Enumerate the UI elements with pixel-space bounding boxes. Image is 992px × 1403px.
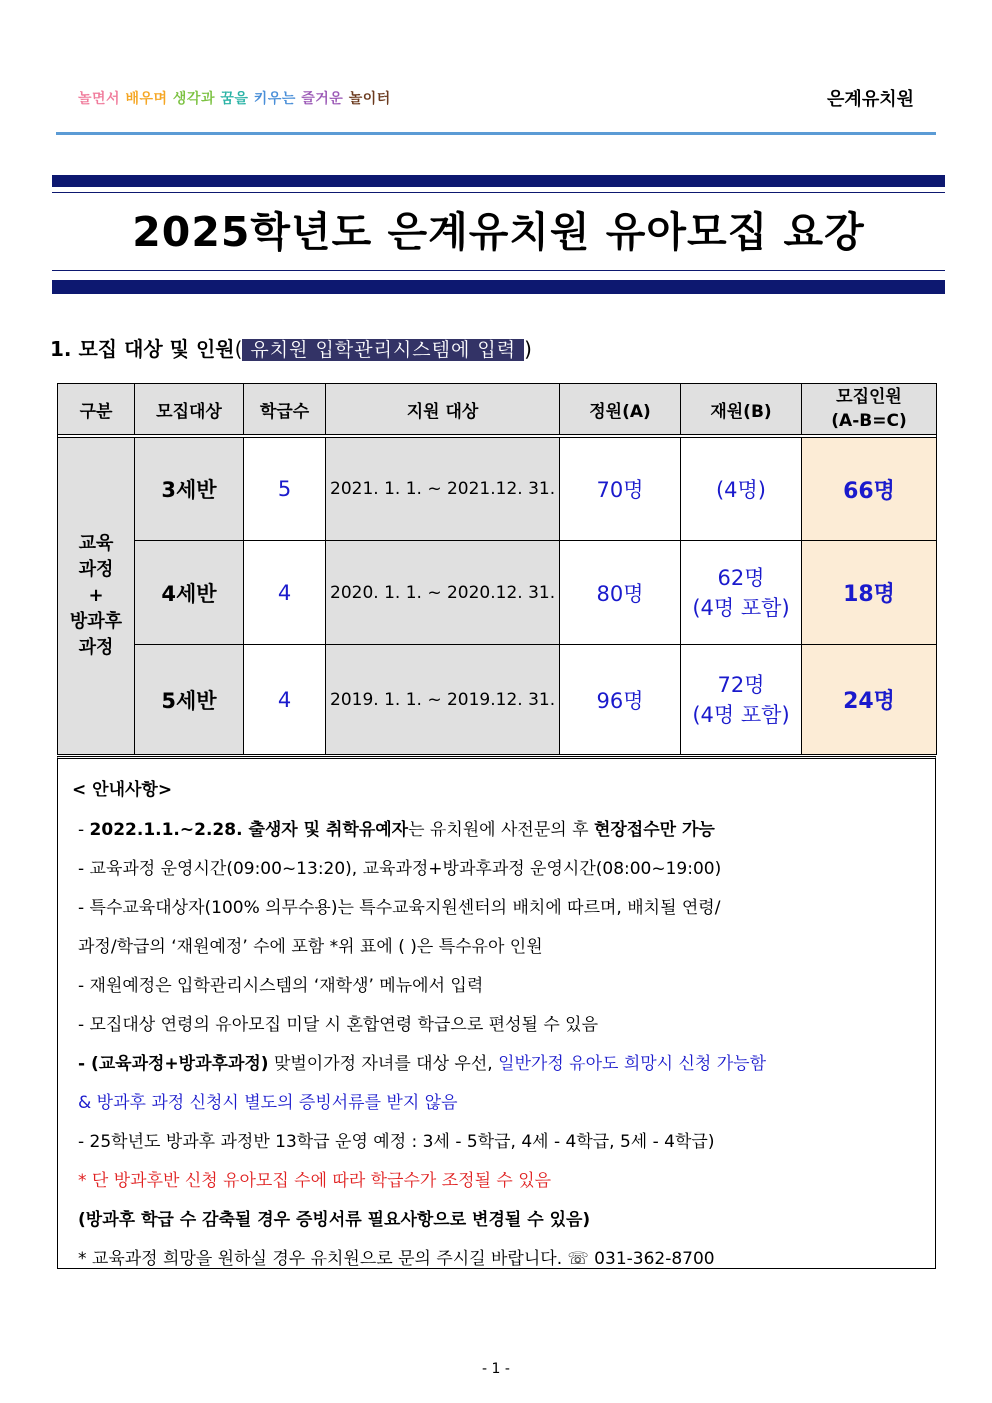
notice-line: 과정/학급의 ‘재원예정’ 수에 포함 *위 표에 ( )은 특수유아 인원 [78, 937, 543, 957]
notice-line: - 교육과정 운영시간(09:00~13:20), 교육과정+방과후과정 운영시간(08:00~19:00) [78, 859, 722, 879]
paren-close: ) [524, 337, 532, 361]
category-line: 방과후 [69, 611, 123, 632]
age-cell: 4세반 [135, 541, 244, 645]
notice-line [78, 1244, 715, 1269]
enrolled-cell [681, 438, 802, 541]
enrolled-cell [681, 541, 802, 645]
enrolled-note: (4명 포함) [692, 702, 790, 727]
enrolled-cell [681, 645, 802, 755]
recruit-cell: 18명 [802, 541, 937, 645]
slogan-word: 꿈을 [220, 91, 254, 107]
notice-line: - 특수교육대상자(100% 의무수용)는 특수교육지원센터의 배치에 따르며, 배치될 연령/ [78, 898, 721, 918]
header-capacity: 정원(A) [560, 384, 681, 435]
table-row [58, 645, 937, 755]
notice-line: - 재원예정은 입학관리시스템의 ‘재학생’ 메뉴에서 입력 [78, 976, 484, 996]
age-cell: 3세반 [135, 438, 244, 541]
header-recruit-formula: (A-B=C) [831, 411, 907, 431]
phone-number: 031-362-8700 [588, 1249, 715, 1269]
table-header-row [58, 384, 937, 435]
notice-text: * 교육과정 희망을 원하실 경우 유치원으로 문의 주시길 바랍니다. [78, 1249, 568, 1269]
classes-cell: 5 [244, 438, 326, 541]
page-title: 2025학년도 은계유치원 유아모집 요강 [132, 208, 865, 256]
period-cell: 2020. 1. 1. ~ 2020.12. 31. [326, 541, 560, 645]
notice-dash: - [78, 820, 90, 840]
notice-line [78, 815, 715, 840]
period-cell: 2019. 1. 1. ~ 2019.12. 31. [326, 645, 560, 755]
notice-emphasis: - (교육과정+방과후과정) [78, 1054, 269, 1074]
notice-box [57, 756, 936, 1269]
header-category: 구분 [58, 384, 135, 435]
capacity-cell: 70명 [560, 438, 681, 541]
notice-highlight: 일반가정 유아도 희망시 신청 가능함 [498, 1054, 767, 1074]
slogan-word: 놀면서 [78, 91, 126, 107]
classes-cell: 4 [244, 541, 326, 645]
notice-text: 는 유치원에 사전문의 후 [408, 820, 594, 840]
slogan-word: 키우는 [253, 91, 302, 107]
section-heading [50, 333, 532, 362]
enrolled-line: 72명 [717, 672, 765, 697]
notice-line: - 25학년도 방과후 과정반 13학급 운영 예정 : 3세 - 5학급, 4세 - 4학급, 5세 - 4학급) [78, 1132, 715, 1152]
category-line: 과정 [78, 559, 114, 580]
period-cell: 2021. 1. 1. ~ 2021.12. 31. [326, 438, 560, 541]
header-enrolled: 재원(B) [681, 384, 802, 435]
notice-line: (방과후 학급 수 감축될 경우 증빙서류 필요사항으로 변경될 수 있음) [78, 1210, 591, 1230]
school-name: 은계유치원 [827, 89, 914, 110]
slogan-word: 배우며 [125, 91, 173, 107]
slogan-word: 놀이터 [348, 91, 391, 107]
system-tag: 유치원 입학관리시스템에 입력 [242, 339, 524, 361]
table-row [58, 541, 937, 645]
notice-emphasis: 2022.1.1.~2.28. 출생자 및 취학유예자 [89, 820, 409, 840]
slogan-word: 즐거운 [301, 91, 349, 107]
notice-line: - 모집대상 연령의 유아모집 미달 시 혼합연령 학급으로 편성될 수 있음 [78, 1015, 598, 1035]
classes-cell: 4 [244, 645, 326, 755]
title-band-bottom [52, 280, 945, 294]
header-target: 모집대상 [135, 384, 244, 435]
slogan [78, 88, 391, 108]
header-period: 지원 대상 [326, 384, 560, 435]
recruit-cell: 66명 [802, 438, 937, 541]
table-row [58, 438, 937, 541]
capacity-cell: 96명 [560, 645, 681, 755]
phone-icon: ☏ [567, 1249, 589, 1269]
header-divider [56, 132, 936, 135]
notice-line [78, 1049, 766, 1074]
category-line: 교육 [78, 533, 114, 554]
page-number: - 1 - [482, 1361, 510, 1377]
title-rule-bottom [52, 270, 945, 271]
header-recruit [802, 384, 937, 435]
category-line: 과정 [78, 637, 114, 658]
recruitment-table [57, 383, 937, 755]
capacity-cell: 80명 [560, 541, 681, 645]
notice-emphasis: 현장접수만 가능 [593, 820, 715, 840]
section-heading-text: 1. 모집 대상 및 인원 [50, 337, 235, 361]
enrolled-line: (4명) [715, 478, 767, 502]
category-cell [58, 438, 135, 755]
notice-title: < 안내사항> [72, 780, 173, 800]
age-cell: 5세반 [135, 645, 244, 755]
header-recruit-label: 모집인원 [836, 387, 902, 407]
slogan-word: 생각과 [172, 91, 221, 107]
title-band-top [52, 175, 945, 187]
enrolled-note: (4명 포함) [692, 595, 790, 620]
paren-open: ( [234, 337, 243, 361]
title-rule-top [52, 192, 945, 193]
category-line: + [88, 585, 104, 606]
notice-line: * 단 방과후반 신청 유아모집 수에 따라 학급수가 조정될 수 있음 [78, 1171, 552, 1191]
notice-line: & 방과후 과정 신청시 별도의 증빙서류를 받지 않음 [78, 1093, 458, 1113]
recruit-cell: 24명 [802, 645, 937, 755]
header-classes: 학급수 [244, 384, 326, 435]
notice-text: 맞벌이가정 자녀를 대상 우선, [268, 1054, 499, 1074]
enrolled-line: 62명 [717, 565, 765, 590]
